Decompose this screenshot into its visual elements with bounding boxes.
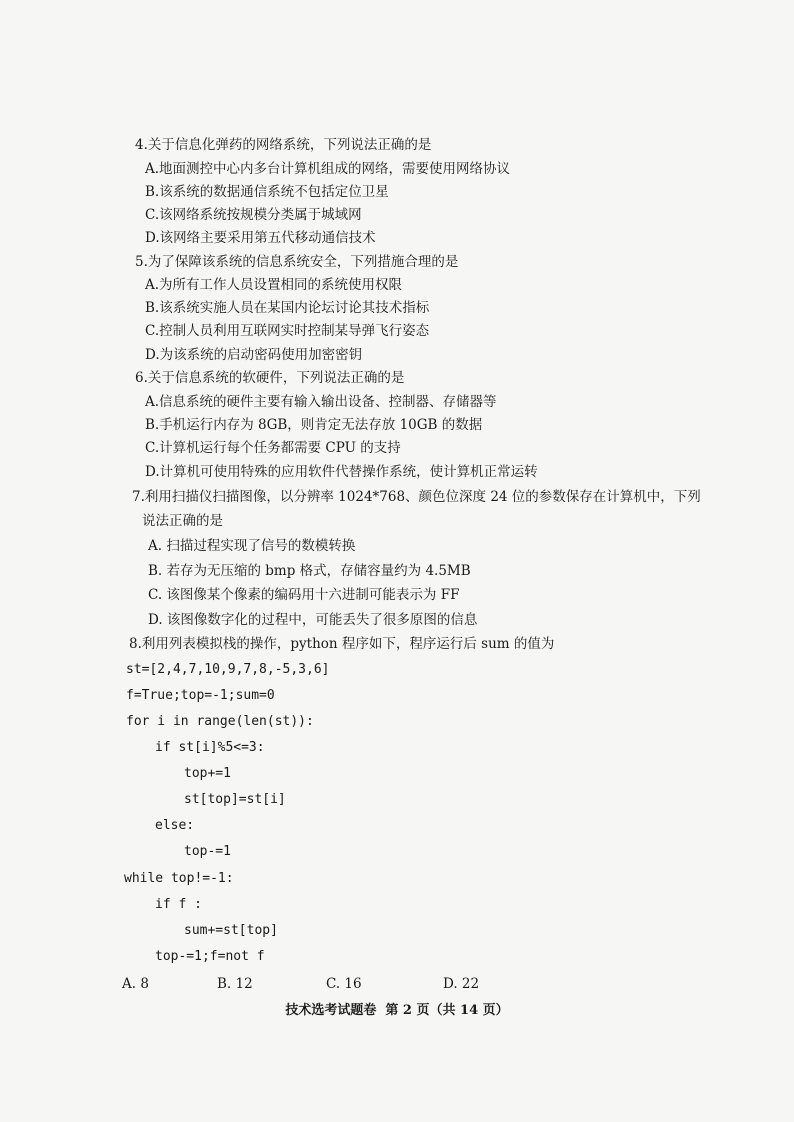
q7-stem-line1: 7.利用扫描仪扫描图像，以分辨率 1024*768、颜色位深度 24 位的参数保存在计算机中，下列 — [132, 489, 701, 505]
q5-option-d: D.为该系统的启动密码使用加密密钥 — [145, 347, 363, 363]
code-line-2: f=True;top=-1;sum=0 — [126, 688, 275, 703]
code-line-6: st[top]=st[i] — [184, 792, 286, 807]
code-line-4: if st[i]%5<=3: — [155, 740, 265, 755]
code-line-5: top+=1 — [184, 766, 231, 781]
q5-option-a: A.为所有工作人员设置相同的系统使用权限 — [145, 277, 403, 293]
q4-option-b: B.该系统的数据通信系统不包括定位卫星 — [145, 184, 389, 200]
code-line-8: top-=1 — [184, 844, 231, 859]
q7-option-b: B. 若存为无压缩的 bmp 格式，存储容量约为 4.5MB — [148, 563, 471, 579]
q8-stem: 8.利用列表模拟栈的操作，python 程序如下，程序运行后 sum 的值为 — [129, 636, 555, 652]
q8-option-d: D. 22 — [443, 976, 480, 992]
q8-option-b: B. 12 — [217, 976, 253, 992]
q5-option-b: B.该系统实施人员在某国内论坛讨论其技术指标 — [145, 300, 430, 316]
code-line-9: while top!=-1: — [124, 871, 234, 886]
q4-option-a: A.地面测控中心内多台计算机组成的网络，需要使用网络协议 — [145, 161, 511, 177]
code-line-7: else: — [155, 818, 195, 833]
code-line-11: sum+=st[top] — [184, 923, 278, 938]
code-line-1: st=[2,4,7,10,9,7,8,-5,3,6] — [126, 662, 330, 677]
q7-option-a: A. 扫描过程实现了信号的数模转换 — [148, 538, 356, 554]
q7-option-c: C. 该图像某个像素的编码用十六进制可能表示为 FF — [148, 587, 460, 603]
q6-option-c: C.计算机运行每个任务都需要 CPU 的支持 — [145, 440, 401, 456]
q4-option-d: D.该网络主要采用第五代移动通信技术 — [145, 230, 376, 246]
q8-option-c: C. 16 — [326, 976, 362, 992]
q4-stem: 4.关于信息化弹药的网络系统，下列说法正确的是 — [135, 137, 432, 153]
q7-stem-line2: 说法正确的是 — [142, 513, 223, 529]
q6-option-a: A.信息系统的硬件主要有输入输出设备、控制器、存储器等 — [145, 394, 497, 410]
page-footer: 技术选考试题卷 第 2 页（共 14 页） — [285, 1003, 509, 1018]
q6-option-d: D.计算机可使用特殊的应用软件代替操作系统，使计算机正常运转 — [145, 464, 538, 480]
q6-stem: 6.关于信息系统的软硬件，下列说法正确的是 — [135, 370, 405, 386]
code-line-3: for i in range(len(st)): — [126, 714, 314, 729]
q8-option-a: A. 8 — [122, 976, 149, 992]
q8-options — [0, 975, 794, 993]
q6-option-b: B.手机运行内存为 8GB，则肯定无法存放 10GB 的数据 — [145, 417, 483, 433]
code-line-12: top-=1;f=not f — [155, 949, 265, 964]
q5-option-c: C.控制人员利用互联网实时控制某导弹飞行姿态 — [145, 323, 430, 339]
code-line-10: if f : — [155, 897, 202, 912]
q4-option-c: C.该网络系统按规模分类属于城域网 — [145, 207, 362, 223]
q5-stem: 5.为了保障该系统的信息系统安全，下列措施合理的是 — [135, 254, 459, 270]
q7-option-d: D. 该图像数字化的过程中，可能丢失了很多原图的信息 — [148, 612, 478, 628]
